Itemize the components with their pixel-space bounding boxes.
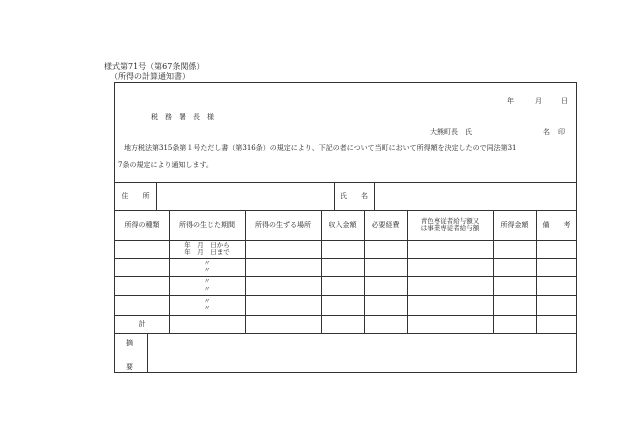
name-label: 氏 名	[340, 192, 368, 200]
rule-row-4	[115, 315, 577, 316]
date-month-label: 月	[535, 97, 542, 105]
header-income-period: 所得の生じた期間	[179, 221, 235, 229]
header-family-salary	[407, 210, 493, 240]
period-from: 年 月 日から	[184, 240, 230, 249]
header-income-amount: 所得金額	[500, 221, 529, 229]
ditto-mark: 〃	[203, 296, 211, 305]
calculation-notice-form	[114, 82, 577, 373]
ditto-mark: 〃	[203, 277, 211, 285]
period-row-1	[169, 240, 245, 258]
total-label: 計	[138, 320, 146, 328]
form-number: 様式第71号（第67条関係）	[104, 62, 205, 71]
rule-total-bottom	[115, 333, 577, 334]
header-family-salary-line-2: は事業専従者給与額	[420, 224, 480, 232]
period-row-2	[169, 258, 245, 276]
body-text-line-1: 地方税法第315条第１号ただし書（第316条）の規定により、下記の者について当町において所得額を決定したので同法第31	[124, 144, 517, 152]
period-row-3	[169, 276, 245, 295]
period-to: 年 月 日まで	[184, 248, 230, 256]
header-income-place: 所得の生ずる場所	[255, 221, 311, 229]
body-text-line-2: 7条の規定により通知します。	[118, 161, 213, 169]
document-title: （所得の計算通知書）	[110, 72, 190, 81]
sender-mayor: 大熊町長 氏	[430, 128, 472, 136]
header-family-salary-line-1: 青色専従者給与額又	[420, 216, 480, 225]
sender-name-label: 名	[543, 128, 550, 136]
period-row-4	[169, 295, 245, 315]
ditto-mark: 〃	[203, 258, 211, 267]
date-year-label: 年	[507, 97, 514, 105]
recipient-tax-office: 税 務 署 長 様	[151, 113, 214, 121]
summary-label-top: 摘	[126, 339, 133, 347]
header-remarks: 備 考	[542, 221, 571, 229]
rule-name-label-right	[374, 182, 375, 210]
summary-label-bottom: 要	[126, 363, 133, 371]
rule-address-label-divider	[156, 182, 157, 210]
seal-mark: 印	[558, 128, 565, 136]
ditto-mark: 〃	[203, 266, 211, 274]
ditto-mark: 〃	[203, 284, 211, 293]
ditto-mark: 〃	[203, 304, 211, 312]
header-revenue: 収入金額	[328, 221, 357, 229]
address-label: 住 所	[121, 192, 150, 200]
date-day-label: 日	[561, 97, 568, 105]
header-income-type: 所得の種類	[124, 221, 160, 229]
header-expenses: 必要経費	[371, 221, 400, 229]
rule-summary-divider	[147, 333, 148, 373]
